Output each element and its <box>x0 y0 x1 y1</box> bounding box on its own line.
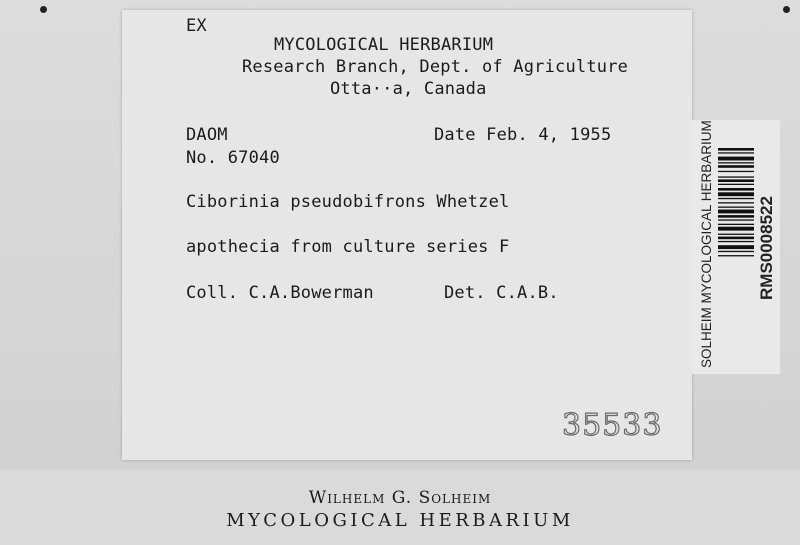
collector-text: Coll. C.A.Bowerman <box>186 283 374 303</box>
material-text: apothecia from culture series F <box>186 237 510 257</box>
daom-label: DAOM <box>186 125 228 145</box>
determiner-text: Det. C.A.B. <box>444 283 559 303</box>
accession-number: No. 67040 <box>186 148 280 168</box>
footer-name: Wilhelm G. Solheim <box>308 488 492 508</box>
branch-line: Research Branch, Dept. of Agriculture <box>242 57 629 77</box>
punch-hole-right <box>783 6 790 13</box>
city-line: Otta··a, Canada <box>330 79 487 99</box>
stamp-number: 35533 <box>562 408 663 443</box>
barcode-collection-text: SOLHEIM MYCOLOGICAL HERBARIUM <box>699 120 714 368</box>
herbarium-title: MYCOLOGICAL HERBARIUM <box>274 35 494 55</box>
punch-hole-left <box>40 6 47 13</box>
footer-herbarium: MYCOLOGICAL HERBARIUM <box>226 510 574 531</box>
date-text: Date Feb. 4, 1955 <box>434 125 612 145</box>
specimen-label <box>122 10 692 460</box>
footer-stamp <box>0 470 800 545</box>
barcode <box>718 148 754 348</box>
barcode-id-text: RMS0008522 <box>757 196 776 300</box>
ex-text: EX <box>186 16 207 36</box>
species-name: Ciborinia pseudobifrons Whetzel <box>186 192 510 212</box>
